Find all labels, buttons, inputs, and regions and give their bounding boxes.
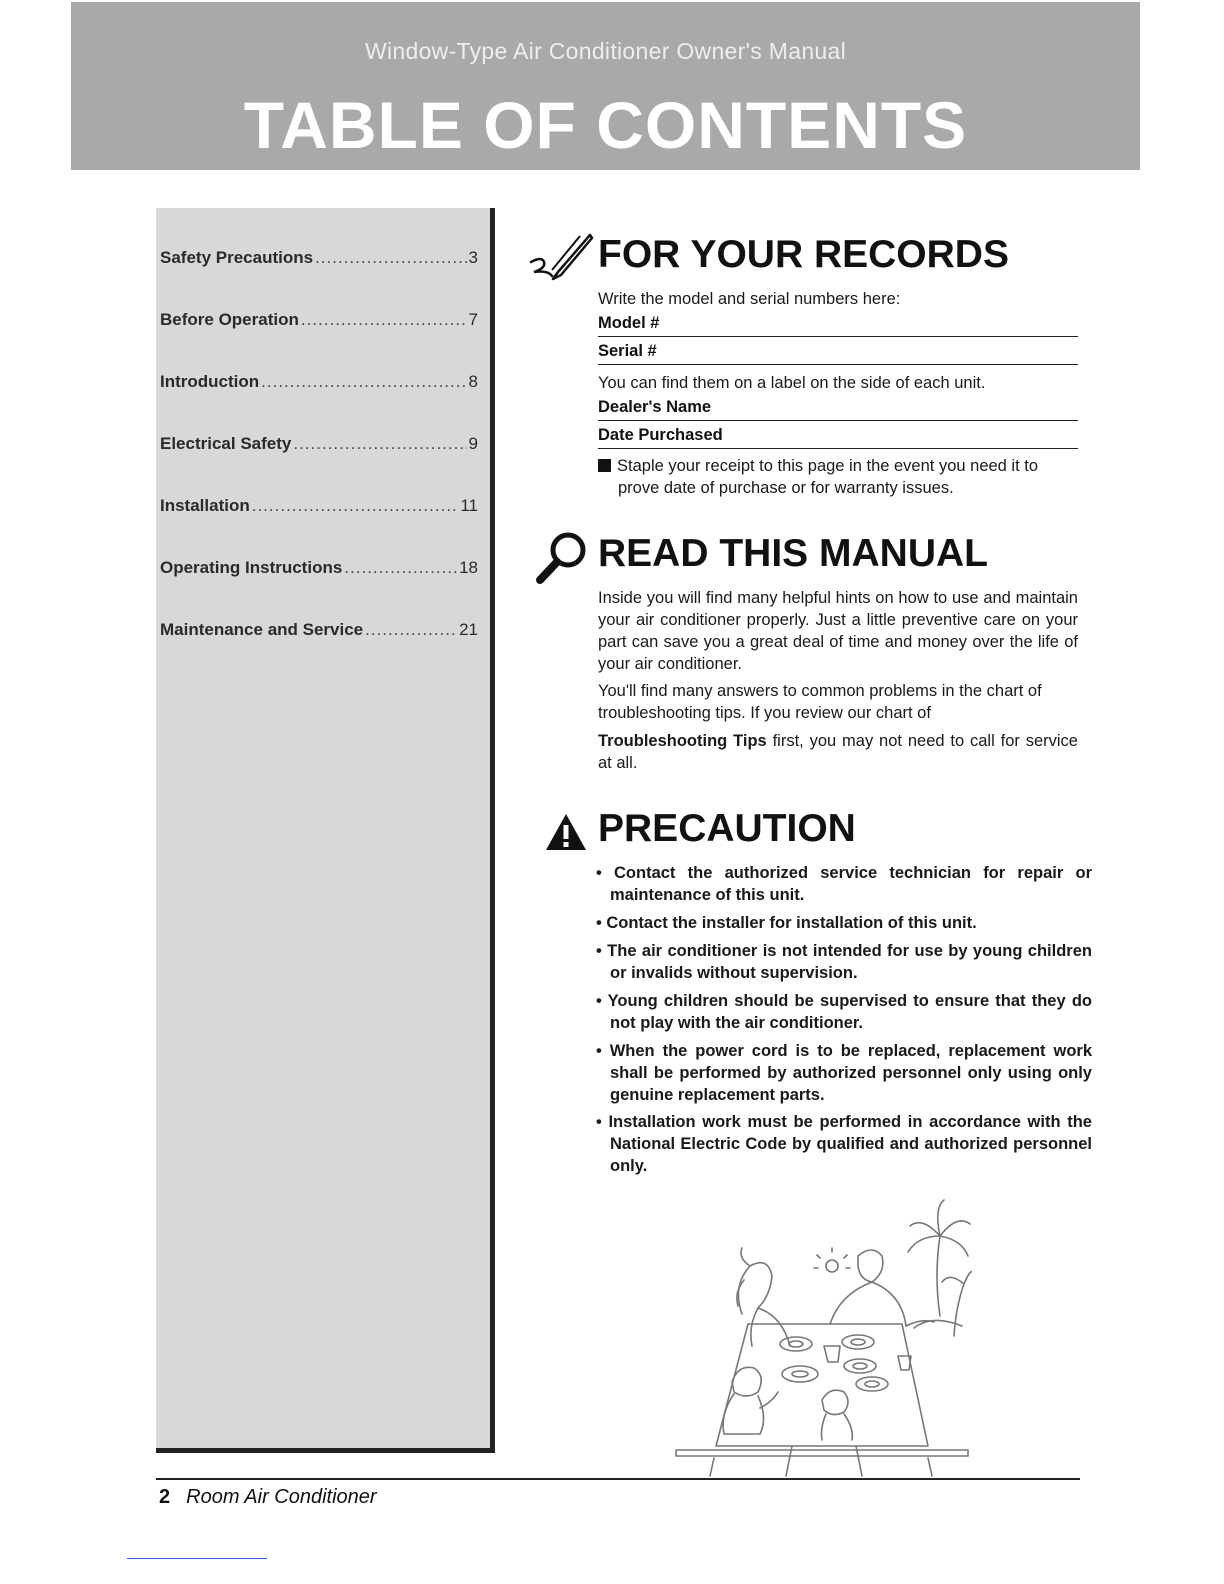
precaution-item: • When the power cord is to be replaced, replacement work shall be performed by authorized personnel only using only genuine replacement parts.	[596, 1042, 1092, 1104]
toc-item-installation[interactable]	[160, 496, 478, 516]
toc-item-label: Safety Precautions	[160, 248, 314, 267]
serial-field: Serial #	[598, 342, 1078, 365]
toc-item-safety-precautions[interactable]	[160, 248, 478, 268]
toc-item-label: Electrical Safety	[160, 434, 292, 453]
precaution-item: • Contact the authorized service technician for repair or maintenance of this unit.	[596, 864, 1092, 904]
toc-item-maintenance-and-service[interactable]	[160, 620, 478, 640]
read-manual-paragraph-1: Inside you will find many helpful hints on how to use and maintain your air conditioner properly. Just a little preventive care on your part can save you a great deal of time and money over the life of your air conditioner.	[598, 589, 1078, 673]
manual-subtitle: Window-Type Air Conditioner Owner's Manual	[364, 38, 847, 64]
toc-item-before-operation[interactable]	[160, 310, 478, 330]
link-underline	[127, 1558, 267, 1559]
toc-item-page: 9	[468, 434, 478, 453]
pen-icon	[528, 232, 594, 284]
page-footer	[159, 1486, 377, 1509]
toc-item-electrical-safety[interactable]	[160, 434, 478, 454]
toc-item-page: 3	[468, 248, 478, 267]
records-intro: Write the model and serial numbers here:	[598, 290, 901, 308]
model-field: Model #	[598, 314, 1078, 337]
toc-item-label: Installation	[160, 496, 250, 515]
precaution-item: • Contact the installer for installation of this unit.	[596, 914, 977, 932]
read-manual-paragraph-3	[598, 730, 1078, 774]
toc-item-label: Before Operation	[160, 310, 299, 329]
toc-item-page: 7	[468, 310, 478, 329]
staple-note	[598, 455, 1080, 499]
toc-divider-tick	[492, 252, 495, 292]
read-manual-paragraph-2: You'll find many answers to common problems in the chart of troubleshooting tips. If you review our chart of	[598, 682, 1042, 722]
precaution-item: • Installation work must be performed in accordance with the National Electric Code by qualified and authorized personnel only.	[596, 1113, 1092, 1175]
square-bullet-icon	[598, 459, 611, 472]
dealer-name-field: Dealer's Name	[598, 398, 1078, 421]
precaution-heading: PRECAUTION	[598, 807, 856, 850]
staple-note-text: Staple your receipt to this page in the event you need it to prove date of purchase or for warranty issues.	[617, 457, 1039, 497]
records-heading: FOR YOUR RECORDS	[598, 233, 1009, 276]
toc-item-label: Maintenance and Service	[160, 620, 364, 639]
page-number: 2	[159, 1486, 171, 1508]
footer-title: Room Air Conditioner	[186, 1486, 377, 1508]
warning-icon	[544, 812, 588, 852]
page-title: TABLE OF CONTENTS	[243, 88, 968, 162]
toc-item-page: 18	[459, 558, 478, 577]
picnic-illustration	[672, 1196, 972, 1478]
read-manual-heading: READ THIS MANUAL	[598, 532, 988, 575]
toc-item-page: 11	[460, 496, 478, 515]
toc-item-introduction[interactable]	[160, 372, 478, 392]
precaution-item: • Young children should be supervised to ensure that they do not play with the air conditioner.	[596, 992, 1092, 1032]
toc-item-operating-instructions[interactable]	[160, 558, 478, 578]
toc-item-label: Operating Instructions	[160, 558, 343, 577]
toc-item-label: Introduction	[160, 372, 260, 391]
date-purchased-field: Date Purchased	[598, 426, 1078, 449]
toc-item-page: 21	[459, 620, 478, 639]
toc-sidebar	[156, 208, 495, 1453]
troubleshooting-tips-label: Troubleshooting Tips	[598, 732, 767, 750]
header-banner	[71, 2, 1140, 170]
records-label-note: You can find them on a label on the side of each unit.	[598, 374, 986, 392]
precaution-item: • The air conditioner is not intended for use by young children or invalids without supervision.	[596, 942, 1092, 982]
read-manual-paragraph-3-text: first, you may not need to call for service at all.	[598, 732, 1078, 772]
footer-rule	[156, 1478, 1080, 1480]
toc-item-page: 8	[468, 372, 478, 391]
magnifier-icon	[534, 530, 590, 586]
